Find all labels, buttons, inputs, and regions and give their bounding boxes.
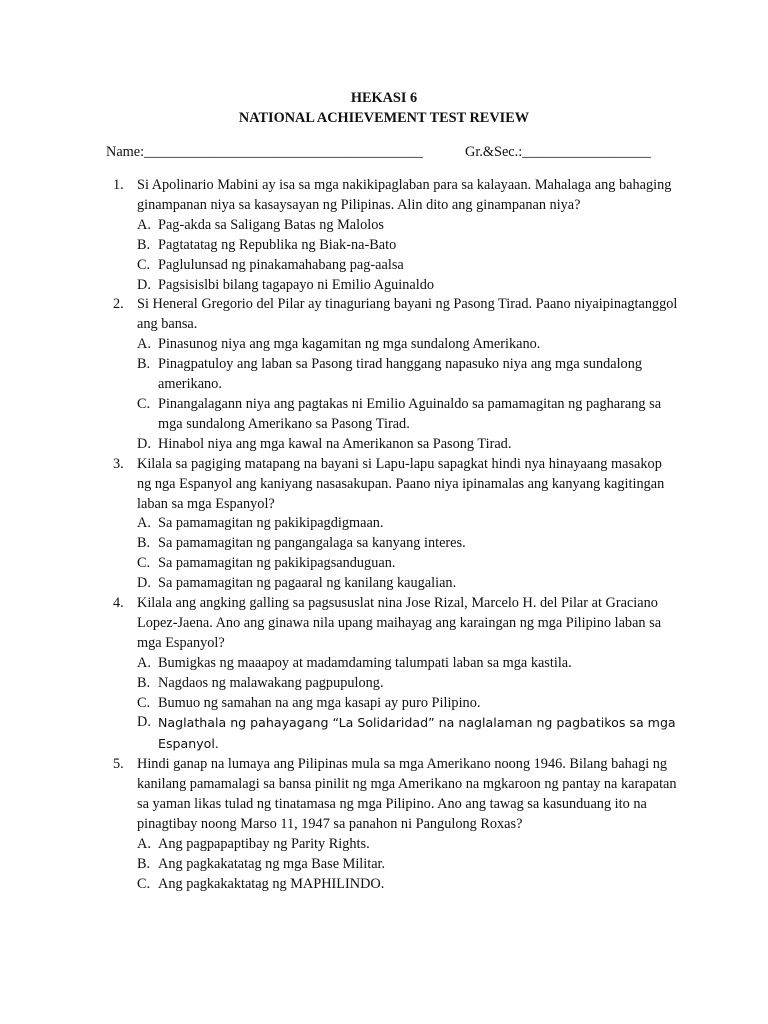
option-letter: D.	[137, 575, 151, 592]
question-text: Kilala sa pagiging matapang na bayani si Lapu-lapu sapagkat hindi nya hinayaang masakop ng nga Espanyol ang kaniyang nasasakupan. Paano niya ipinamalas ang kanyang kagitingan laban sa mga Espanyol?	[137, 455, 665, 512]
answer-option	[0, 355, 768, 395]
answer-option	[0, 216, 768, 236]
question-text: Hindi ganap na lumaya ang Pilipinas mula sa mga Amerikano noong 1946. Bilang bahagi ng kanilang pamamalagi sa bansa pinilit ng mga Amerikano na mgkaroon ng pantay na karapatan sa yaman likas tulad ng tinatamasa ng mga Pilipino. Ano ang tawag sa kasunduang ito na pinagtibay noong Marso 11, 1947 sa panahon ni Pangulong Roxas?	[137, 756, 677, 832]
answer-option	[0, 395, 768, 435]
option-text: Pagsisislbi bilang tagapayo ni Emilio Aguinaldo	[158, 276, 434, 293]
answer-option	[0, 654, 768, 674]
option-letter: B.	[137, 236, 151, 253]
option-letter: A.	[137, 216, 151, 233]
option-letter: B.	[137, 674, 151, 691]
answer-option	[0, 335, 768, 355]
option-text: Ang pagkakatatag ng mga Base Militar.	[158, 855, 386, 872]
question-number: 5.	[113, 756, 124, 773]
option-letter: A.	[137, 835, 151, 852]
option-text: Ang pagkakaktatag ng MAPHILINDO.	[158, 875, 385, 892]
answer-option	[0, 835, 768, 855]
option-letter: D.	[137, 714, 151, 731]
option-text: Pag-akda sa Saligang Batas ng Malolos	[158, 216, 384, 233]
answer-option	[0, 514, 768, 534]
question-number: 3.	[113, 455, 124, 472]
question-number: 1.	[113, 177, 124, 193]
question-number: 2.	[113, 296, 124, 313]
option-letter: C.	[137, 694, 151, 711]
question-text: Kilala ang angking galling sa pagsususlat nina Jose Rizal, Marcelo H. del Pilar at Graciano Lopez-Jaena. Ano ang ginawa nila upang maihayag ang karaingan ng mga Pilipino laban sa mga Espanyol?	[137, 595, 662, 651]
option-letter: A.	[137, 336, 151, 353]
option-text: Hinabol niya ang mga kawal na Amerikanon sa Pasong Tirad.	[158, 435, 512, 452]
option-text: Sa pamamagitan ng pakikipagdigmaan.	[158, 515, 384, 532]
answer-option	[0, 534, 768, 554]
option-letter: B.	[137, 356, 151, 373]
option-text: Ang pagpapaptibay ng Parity Rights.	[158, 835, 370, 852]
answer-option	[0, 574, 768, 594]
option-letter: C.	[137, 555, 151, 572]
option-letter: B.	[137, 855, 151, 872]
option-text: Sa pamamagitan ng pagaaral ng kanilang kaugalian.	[158, 575, 457, 592]
option-letter: B.	[137, 535, 151, 552]
answer-option	[0, 855, 768, 875]
answer-option	[0, 694, 768, 714]
option-letter: D.	[137, 276, 151, 293]
student-info-row	[106, 143, 706, 163]
option-text: Naglathala ng pahayagang “La Solidaridad” na naglalaman ng pagbatikos sa mga Espanyol.	[158, 715, 676, 752]
option-text: Bumuo ng samahan na ang mga kasapi ay puro Pilipino.	[158, 694, 481, 711]
question-item	[0, 295, 768, 335]
document-title: HEKASI 6	[350, 90, 418, 106]
option-letter: C.	[137, 256, 151, 273]
option-text: Pinagpatuloy ang laban sa Pasong tirad hanggang napasuko niya ang mga sundalong amerikano.	[158, 356, 643, 393]
option-letter: C.	[137, 875, 151, 892]
option-text: Paglulunsad ng pinakamahabang pag-aalsa	[158, 256, 404, 273]
option-letter: C.	[137, 395, 151, 412]
answer-option	[0, 236, 768, 256]
option-text: Sa pamamagitan ng pakikipagsanduguan.	[158, 555, 396, 572]
question-text: Si Apolinario Mabini ay isa sa mga nakikipaglaban para sa kalayaan. Mahalaga ang bahaging ginampanan niya sa kasaysayan ng Pilipinas. Alin dito ang ginampanan niya?	[137, 177, 672, 213]
option-text: Pinangalagann niya ang pagtakas ni Emilio Aguinaldo sa pamamagitan ng pagharang sa mga sundalong Amerikano sa Pasong Tirad.	[158, 395, 662, 432]
document-subtitle: NATIONAL ACHIEVEMENT TEST REVIEW	[238, 110, 530, 126]
answer-option	[0, 674, 768, 694]
question-item	[0, 594, 768, 654]
answer-option	[0, 435, 768, 455]
option-letter: D.	[137, 435, 151, 452]
answer-option	[0, 713, 768, 755]
answer-option	[0, 554, 768, 574]
option-letter: A.	[137, 515, 151, 532]
grade-section-field: Gr.&Sec.:__________________	[465, 144, 651, 160]
name-field: Name:_______________________________________	[106, 144, 423, 160]
option-text: Nagdaos ng malawakang pagpupulong.	[158, 674, 384, 691]
option-text: Pinasunog niya ang mga kagamitan ng mga sundalong Amerikano.	[158, 336, 541, 353]
option-text: Pagtatatag ng Republika ng Biak-na-Bato	[158, 236, 397, 253]
answer-option	[0, 276, 768, 296]
question-item	[0, 455, 768, 515]
answer-option	[0, 256, 768, 276]
question-number: 4.	[113, 595, 124, 612]
question-item	[0, 176, 768, 216]
option-text: Bumigkas ng maaapoy at madamdaming talumpati laban sa mga kastila.	[158, 654, 572, 671]
option-text: Sa pamamagitan ng pangangalaga sa kanyang interes.	[158, 535, 466, 552]
question-list	[0, 176, 768, 895]
answer-option	[0, 875, 768, 895]
question-item	[0, 755, 768, 835]
question-text: Si Heneral Gregorio del Pilar ay tinaguriang bayani ng Pasong Tirad. Paano niyaipinagtanggol ang bansa.	[137, 296, 678, 333]
option-letter: A.	[137, 654, 151, 671]
